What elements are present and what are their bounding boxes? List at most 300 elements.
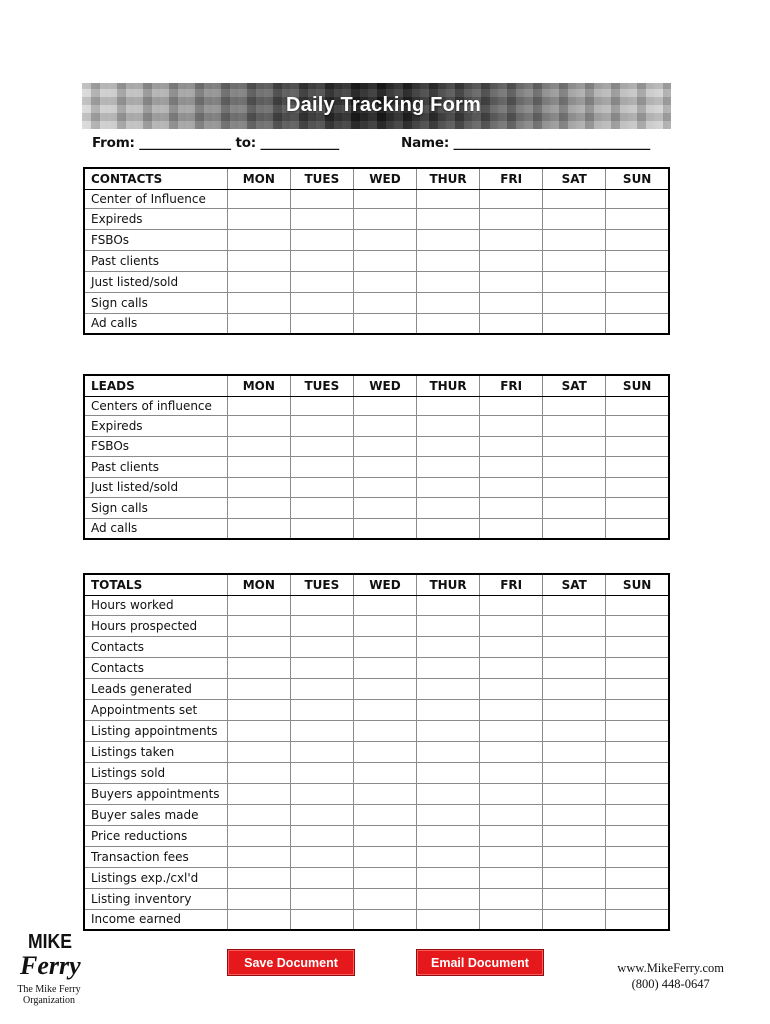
logo-org-line2: Organization <box>22 995 76 1006</box>
tracking-row <box>84 867 669 888</box>
row-label: Buyers appointments <box>84 783 227 804</box>
entry-cell-sat[interactable] <box>543 518 606 539</box>
tracking-row <box>84 909 669 930</box>
row-label: Transaction fees <box>84 846 227 867</box>
row-label: Just listed/sold <box>84 477 227 497</box>
email-document-button[interactable]: Email Document <box>416 949 544 976</box>
entry-cell-sat[interactable] <box>543 477 606 497</box>
entry-cell-tues[interactable] <box>290 909 353 930</box>
entry-cell-fri[interactable] <box>480 415 543 436</box>
entry-cell-sat[interactable] <box>543 396 606 415</box>
entry-cell-sat[interactable] <box>543 825 606 846</box>
section-header-row <box>84 574 669 595</box>
entry-cell-tues[interactable] <box>290 518 353 539</box>
entry-cell-sat[interactable] <box>543 292 606 313</box>
row-label: Hours prospected <box>84 615 227 636</box>
entry-cell-thur[interactable] <box>417 846 480 867</box>
entry-cell-sun[interactable] <box>606 867 669 888</box>
entry-cell-fri[interactable] <box>480 271 543 292</box>
entry-cell-mon[interactable] <box>227 497 290 518</box>
entry-cell-thur[interactable] <box>417 415 480 436</box>
entry-cell-mon[interactable] <box>227 271 290 292</box>
entry-cell-wed[interactable] <box>353 825 416 846</box>
row-label: Price reductions <box>84 825 227 846</box>
entry-cell-tues[interactable] <box>290 825 353 846</box>
entry-cell-thur[interactable] <box>417 615 480 636</box>
tracking-row <box>84 518 669 539</box>
entry-cell-tues[interactable] <box>290 250 353 271</box>
logo-script-text: Ferry <box>20 951 81 980</box>
day-header-wed: WED <box>353 168 416 189</box>
entry-cell-tues[interactable] <box>290 595 353 615</box>
contact-info <box>617 960 724 992</box>
tracking-row <box>84 271 669 292</box>
entry-cell-sat[interactable] <box>543 436 606 456</box>
entry-cell-thur[interactable] <box>417 477 480 497</box>
entry-cell-tues[interactable] <box>290 762 353 783</box>
entry-cell-thur[interactable] <box>417 783 480 804</box>
entry-cell-fri[interactable] <box>480 825 543 846</box>
tracking-row <box>84 313 669 334</box>
entry-cell-wed[interactable] <box>353 846 416 867</box>
entry-cell-wed[interactable] <box>353 497 416 518</box>
entry-cell-tues[interactable] <box>290 456 353 477</box>
entry-cell-sun[interactable] <box>606 636 669 657</box>
tracking-row <box>84 208 669 229</box>
entry-cell-tues[interactable] <box>290 846 353 867</box>
row-label: Listings taken <box>84 741 227 762</box>
entry-cell-fri[interactable] <box>480 396 543 415</box>
entry-cell-sun[interactable] <box>606 456 669 477</box>
entry-cell-sun[interactable] <box>606 804 669 825</box>
tracking-row <box>84 477 669 497</box>
entry-cell-sat[interactable] <box>543 189 606 208</box>
entry-cell-wed[interactable] <box>353 762 416 783</box>
tracking-row <box>84 762 669 783</box>
entry-cell-fri[interactable] <box>480 595 543 615</box>
entry-cell-sun[interactable] <box>606 250 669 271</box>
entry-cell-fri[interactable] <box>480 456 543 477</box>
entry-cell-sat[interactable] <box>543 208 606 229</box>
day-header-thur: THUR <box>417 574 480 595</box>
entry-cell-thur[interactable] <box>417 189 480 208</box>
entry-cell-tues[interactable] <box>290 415 353 436</box>
entry-cell-sun[interactable] <box>606 720 669 741</box>
entry-cell-sat[interactable] <box>543 888 606 909</box>
entry-cell-fri[interactable] <box>480 846 543 867</box>
entry-cell-tues[interactable] <box>290 292 353 313</box>
entry-cell-sat[interactable] <box>543 456 606 477</box>
entry-cell-sat[interactable] <box>543 678 606 699</box>
entry-cell-wed[interactable] <box>353 456 416 477</box>
entry-cell-mon[interactable] <box>227 846 290 867</box>
save-document-button[interactable]: Save Document <box>227 949 355 976</box>
entry-cell-sat[interactable] <box>543 783 606 804</box>
day-header-thur: THUR <box>417 168 480 189</box>
entry-cell-sun[interactable] <box>606 415 669 436</box>
entry-cell-thur[interactable] <box>417 595 480 615</box>
entry-cell-sun[interactable] <box>606 762 669 783</box>
row-label: Income earned <box>84 909 227 930</box>
entry-cell-fri[interactable] <box>480 229 543 250</box>
entry-cell-wed[interactable] <box>353 678 416 699</box>
entry-cell-mon[interactable] <box>227 615 290 636</box>
day-header-mon: MON <box>227 574 290 595</box>
entry-cell-mon[interactable] <box>227 415 290 436</box>
entry-cell-thur[interactable] <box>417 436 480 456</box>
entry-cell-sun[interactable] <box>606 271 669 292</box>
entry-cell-thur[interactable] <box>417 657 480 678</box>
entry-cell-sun[interactable] <box>606 888 669 909</box>
entry-cell-mon[interactable] <box>227 208 290 229</box>
row-label: Listings sold <box>84 762 227 783</box>
tracking-row <box>84 415 669 436</box>
row-label: Listing inventory <box>84 888 227 909</box>
entry-cell-wed[interactable] <box>353 636 416 657</box>
entry-cell-thur[interactable] <box>417 229 480 250</box>
entry-cell-sun[interactable] <box>606 436 669 456</box>
entry-cell-tues[interactable] <box>290 804 353 825</box>
tracking-row <box>84 741 669 762</box>
entry-cell-sat[interactable] <box>543 415 606 436</box>
row-label: Sign calls <box>84 497 227 518</box>
row-label: Past clients <box>84 456 227 477</box>
entry-cell-sat[interactable] <box>543 615 606 636</box>
entry-cell-thur[interactable] <box>417 867 480 888</box>
entry-cell-mon[interactable] <box>227 867 290 888</box>
entry-cell-fri[interactable] <box>480 497 543 518</box>
entry-cell-sat[interactable] <box>543 867 606 888</box>
entry-cell-sat[interactable] <box>543 804 606 825</box>
entry-cell-sun[interactable] <box>606 909 669 930</box>
entry-cell-sat[interactable] <box>543 699 606 720</box>
section-header-label: TOTALS <box>84 574 227 595</box>
row-label: Just listed/sold <box>84 271 227 292</box>
entry-cell-fri[interactable] <box>480 783 543 804</box>
entry-cell-sun[interactable] <box>606 825 669 846</box>
tracking-row <box>84 456 669 477</box>
entry-cell-sun[interactable] <box>606 518 669 539</box>
entry-cell-tues[interactable] <box>290 636 353 657</box>
row-label: Sign calls <box>84 292 227 313</box>
row-label: Contacts <box>84 636 227 657</box>
row-label: Ad calls <box>84 518 227 539</box>
name-field[interactable]: Name: ______________________________ <box>401 135 651 151</box>
entry-cell-thur[interactable] <box>417 909 480 930</box>
phone-number: (800) 448-0647 <box>631 977 710 991</box>
entry-cell-sun[interactable] <box>606 657 669 678</box>
tracking-row <box>84 250 669 271</box>
entry-cell-mon[interactable] <box>227 678 290 699</box>
day-header-mon: MON <box>227 375 290 396</box>
entry-cell-fri[interactable] <box>480 804 543 825</box>
day-header-sun: SUN <box>606 574 669 595</box>
date-range-field[interactable]: From: ______________ to: ____________ <box>92 135 340 151</box>
entry-cell-tues[interactable] <box>290 720 353 741</box>
entry-cell-fri[interactable] <box>480 477 543 497</box>
entry-cell-sun[interactable] <box>606 208 669 229</box>
entry-cell-mon[interactable] <box>227 456 290 477</box>
logo-top-text: MIKE <box>28 931 72 953</box>
entry-cell-mon[interactable] <box>227 518 290 539</box>
entry-cell-thur[interactable] <box>417 313 480 334</box>
entry-cell-sat[interactable] <box>543 250 606 271</box>
logo-org-line1: The Mike Ferry <box>17 984 81 995</box>
title-banner <box>82 83 671 129</box>
entry-cell-fri[interactable] <box>480 292 543 313</box>
day-header-tues: TUES <box>290 168 353 189</box>
entry-cell-fri[interactable] <box>480 313 543 334</box>
entry-cell-fri[interactable] <box>480 436 543 456</box>
entry-cell-tues[interactable] <box>290 313 353 334</box>
tracking-row <box>84 189 669 208</box>
entry-cell-fri[interactable] <box>480 518 543 539</box>
entry-cell-wed[interactable] <box>353 477 416 497</box>
tracking-row <box>84 678 669 699</box>
entry-cell-thur[interactable] <box>417 250 480 271</box>
entry-cell-mon[interactable] <box>227 396 290 415</box>
tracking-row <box>84 783 669 804</box>
entry-cell-fri[interactable] <box>480 699 543 720</box>
entry-cell-fri[interactable] <box>480 250 543 271</box>
entry-cell-sun[interactable] <box>606 313 669 334</box>
entry-cell-wed[interactable] <box>353 415 416 436</box>
entry-cell-tues[interactable] <box>290 615 353 636</box>
entry-cell-thur[interactable] <box>417 804 480 825</box>
entry-cell-wed[interactable] <box>353 271 416 292</box>
tracking-row <box>84 699 669 720</box>
entry-cell-wed[interactable] <box>353 804 416 825</box>
entry-cell-tues[interactable] <box>290 208 353 229</box>
entry-cell-mon[interactable] <box>227 595 290 615</box>
entry-cell-fri[interactable] <box>480 909 543 930</box>
day-header-sat: SAT <box>543 168 606 189</box>
row-label: Ad calls <box>84 313 227 334</box>
entry-cell-tues[interactable] <box>290 678 353 699</box>
day-header-thur: THUR <box>417 375 480 396</box>
entry-cell-tues[interactable] <box>290 497 353 518</box>
entry-cell-fri[interactable] <box>480 189 543 208</box>
entry-cell-sun[interactable] <box>606 595 669 615</box>
entry-cell-wed[interactable] <box>353 699 416 720</box>
entry-cell-sun[interactable] <box>606 678 669 699</box>
row-label: Hours worked <box>84 595 227 615</box>
entry-cell-sun[interactable] <box>606 396 669 415</box>
row-label: Expireds <box>84 208 227 229</box>
entry-cell-mon[interactable] <box>227 804 290 825</box>
entry-cell-sat[interactable] <box>543 762 606 783</box>
day-header-sun: SUN <box>606 375 669 396</box>
day-header-mon: MON <box>227 168 290 189</box>
day-header-wed: WED <box>353 375 416 396</box>
entry-cell-thur[interactable] <box>417 888 480 909</box>
totals-table <box>83 573 670 931</box>
entry-cell-sat[interactable] <box>543 657 606 678</box>
entry-cell-wed[interactable] <box>353 229 416 250</box>
day-header-tues: TUES <box>290 375 353 396</box>
section-header-label: CONTACTS <box>84 168 227 189</box>
entry-cell-mon[interactable] <box>227 699 290 720</box>
row-label: Listings exp./cxl'd <box>84 867 227 888</box>
entry-cell-thur[interactable] <box>417 271 480 292</box>
day-header-sat: SAT <box>543 574 606 595</box>
row-label: Center of Influence <box>84 189 227 208</box>
entry-cell-wed[interactable] <box>353 292 416 313</box>
entry-cell-sun[interactable] <box>606 846 669 867</box>
entry-cell-thur[interactable] <box>417 456 480 477</box>
entry-cell-wed[interactable] <box>353 888 416 909</box>
entry-cell-fri[interactable] <box>480 867 543 888</box>
tracking-row <box>84 436 669 456</box>
entry-cell-wed[interactable] <box>353 783 416 804</box>
entry-cell-wed[interactable] <box>353 657 416 678</box>
entry-cell-wed[interactable] <box>353 615 416 636</box>
entry-cell-tues[interactable] <box>290 867 353 888</box>
entry-cell-wed[interactable] <box>353 909 416 930</box>
entry-cell-mon[interactable] <box>227 250 290 271</box>
entry-cell-fri[interactable] <box>480 741 543 762</box>
tracking-row <box>84 292 669 313</box>
entry-cell-tues[interactable] <box>290 699 353 720</box>
tracking-row <box>84 657 669 678</box>
day-header-wed: WED <box>353 574 416 595</box>
entry-cell-wed[interactable] <box>353 313 416 334</box>
entry-cell-sun[interactable] <box>606 189 669 208</box>
row-label: Past clients <box>84 250 227 271</box>
entry-cell-mon[interactable] <box>227 313 290 334</box>
entry-cell-fri[interactable] <box>480 678 543 699</box>
entry-cell-wed[interactable] <box>353 250 416 271</box>
entry-cell-fri[interactable] <box>480 888 543 909</box>
entry-cell-sun[interactable] <box>606 497 669 518</box>
entry-cell-mon[interactable] <box>227 741 290 762</box>
entry-cell-sun[interactable] <box>606 699 669 720</box>
entry-cell-wed[interactable] <box>353 436 416 456</box>
tracking-row <box>84 396 669 415</box>
entry-cell-sat[interactable] <box>543 595 606 615</box>
entry-cell-fri[interactable] <box>480 657 543 678</box>
entry-cell-fri[interactable] <box>480 615 543 636</box>
row-label: Contacts <box>84 657 227 678</box>
entry-cell-tues[interactable] <box>290 477 353 497</box>
entry-cell-wed[interactable] <box>353 741 416 762</box>
tracking-row <box>84 825 669 846</box>
entry-cell-thur[interactable] <box>417 497 480 518</box>
entry-cell-sat[interactable] <box>543 846 606 867</box>
entry-cell-mon[interactable] <box>227 657 290 678</box>
entry-cell-mon[interactable] <box>227 636 290 657</box>
row-label: FSBOs <box>84 436 227 456</box>
entry-cell-thur[interactable] <box>417 292 480 313</box>
row-label: Centers of influence <box>84 396 227 415</box>
entry-cell-wed[interactable] <box>353 189 416 208</box>
entry-cell-tues[interactable] <box>290 189 353 208</box>
entry-cell-sat[interactable] <box>543 636 606 657</box>
entry-cell-thur[interactable] <box>417 825 480 846</box>
entry-cell-sun[interactable] <box>606 783 669 804</box>
row-label: Listing appointments <box>84 720 227 741</box>
entry-cell-wed[interactable] <box>353 867 416 888</box>
row-label: FSBOs <box>84 229 227 250</box>
entry-cell-thur[interactable] <box>417 396 480 415</box>
entry-cell-sat[interactable] <box>543 271 606 292</box>
entry-cell-tues[interactable] <box>290 229 353 250</box>
entry-cell-wed[interactable] <box>353 720 416 741</box>
entry-cell-thur[interactable] <box>417 636 480 657</box>
entry-cell-sun[interactable] <box>606 741 669 762</box>
row-label: Expireds <box>84 415 227 436</box>
entry-cell-mon[interactable] <box>227 909 290 930</box>
entry-cell-sun[interactable] <box>606 229 669 250</box>
entry-cell-fri[interactable] <box>480 208 543 229</box>
entry-cell-sun[interactable] <box>606 477 669 497</box>
entry-cell-thur[interactable] <box>417 762 480 783</box>
entry-cell-tues[interactable] <box>290 657 353 678</box>
entry-cell-thur[interactable] <box>417 720 480 741</box>
day-header-fri: FRI <box>480 168 543 189</box>
entry-cell-sun[interactable] <box>606 615 669 636</box>
entry-cell-sun[interactable] <box>606 292 669 313</box>
entry-cell-mon[interactable] <box>227 825 290 846</box>
day-header-fri: FRI <box>480 574 543 595</box>
entry-cell-tues[interactable] <box>290 436 353 456</box>
tracking-row <box>84 720 669 741</box>
entry-cell-sat[interactable] <box>543 720 606 741</box>
entry-cell-mon[interactable] <box>227 762 290 783</box>
entry-cell-wed[interactable] <box>353 396 416 415</box>
entry-cell-sat[interactable] <box>543 741 606 762</box>
day-header-sat: SAT <box>543 375 606 396</box>
entry-cell-wed[interactable] <box>353 595 416 615</box>
entry-cell-fri[interactable] <box>480 762 543 783</box>
row-label: Buyer sales made <box>84 804 227 825</box>
entry-cell-mon[interactable] <box>227 783 290 804</box>
mike-ferry-logo <box>14 930 84 1008</box>
entry-cell-mon[interactable] <box>227 436 290 456</box>
entry-cell-tues[interactable] <box>290 783 353 804</box>
entry-cell-thur[interactable] <box>417 678 480 699</box>
entry-cell-tues[interactable] <box>290 741 353 762</box>
entry-cell-mon[interactable] <box>227 229 290 250</box>
entry-cell-sat[interactable] <box>543 497 606 518</box>
entry-cell-wed[interactable] <box>353 518 416 539</box>
tracking-row <box>84 229 669 250</box>
entry-cell-sat[interactable] <box>543 313 606 334</box>
website-link[interactable]: www.MikeFerry.com <box>617 961 724 975</box>
entry-cell-thur[interactable] <box>417 699 480 720</box>
entry-cell-tues[interactable] <box>290 271 353 292</box>
entry-cell-mon[interactable] <box>227 720 290 741</box>
entry-cell-mon[interactable] <box>227 292 290 313</box>
entry-cell-wed[interactable] <box>353 208 416 229</box>
entry-cell-thur[interactable] <box>417 741 480 762</box>
entry-cell-mon[interactable] <box>227 888 290 909</box>
section-header-row <box>84 168 669 189</box>
entry-cell-tues[interactable] <box>290 396 353 415</box>
entry-cell-thur[interactable] <box>417 518 480 539</box>
tracking-row <box>84 497 669 518</box>
entry-cell-thur[interactable] <box>417 208 480 229</box>
row-label: Appointments set <box>84 699 227 720</box>
entry-cell-sat[interactable] <box>543 229 606 250</box>
contacts-table <box>83 167 670 335</box>
entry-cell-mon[interactable] <box>227 477 290 497</box>
entry-cell-mon[interactable] <box>227 189 290 208</box>
entry-cell-sat[interactable] <box>543 909 606 930</box>
entry-cell-fri[interactable] <box>480 636 543 657</box>
entry-cell-fri[interactable] <box>480 720 543 741</box>
entry-cell-tues[interactable] <box>290 888 353 909</box>
